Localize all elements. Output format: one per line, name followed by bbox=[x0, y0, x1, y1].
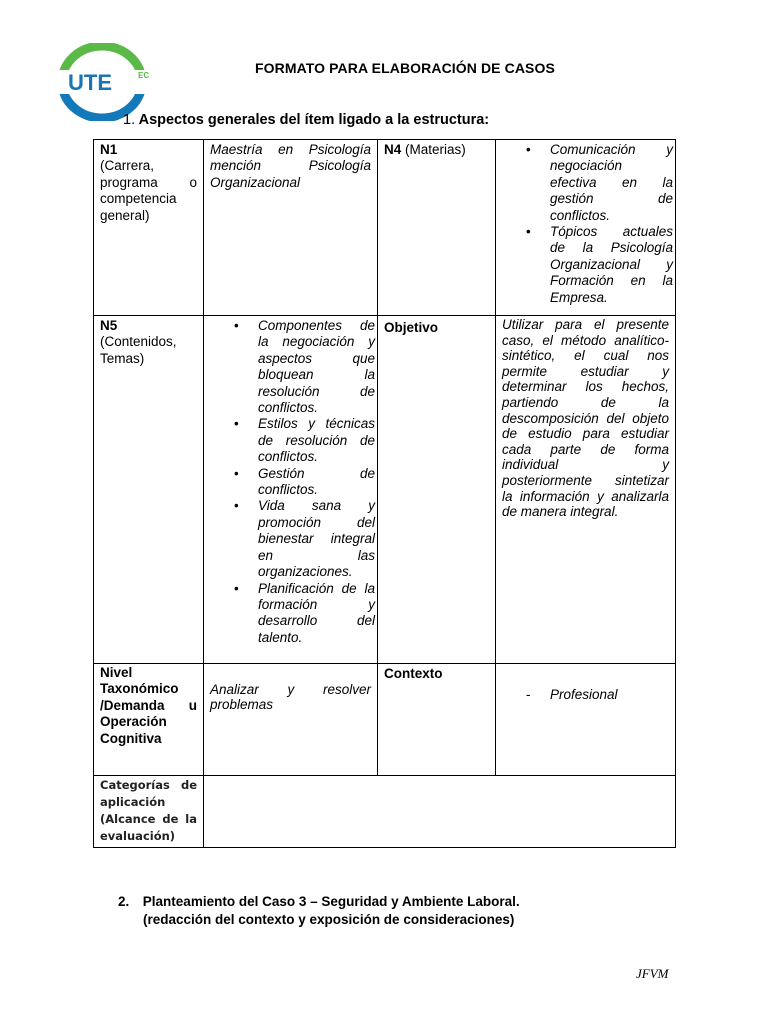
list-item: • Planificación de la formación y desarrollo del talento. bbox=[234, 580, 375, 645]
cell-categorias-value bbox=[204, 776, 676, 848]
cell-objective-value bbox=[496, 316, 676, 664]
n1-desc-line: programa o bbox=[100, 174, 197, 190]
n5-code: N5 bbox=[100, 318, 118, 333]
objective-line: sintético, el cual nos bbox=[502, 348, 669, 364]
list-item: • Gestión de conflictos. bbox=[234, 465, 375, 498]
n4-desc: (Materias) bbox=[405, 142, 466, 157]
cell-nivel-label: Nivel Taxonómico /Demanda u Operación Cognitiva bbox=[94, 664, 204, 776]
structure-table bbox=[93, 139, 676, 848]
ute-logo bbox=[54, 43, 150, 121]
cell-objective-label bbox=[378, 316, 496, 664]
table-row-categorias bbox=[94, 776, 676, 848]
section-1-heading bbox=[123, 112, 489, 128]
objective-line: individual y bbox=[502, 457, 669, 473]
nivel-value-line: Analizar y resolver bbox=[210, 682, 371, 697]
list-item: • Vida sana y promoción del bienestar integral en las organizaciones. bbox=[234, 498, 375, 580]
objective-line: caso, el método analítico- bbox=[502, 332, 669, 348]
logo-suffix: EC bbox=[138, 71, 150, 80]
objective-line: permite estudiar y bbox=[502, 363, 669, 379]
section-2-number: 2. bbox=[118, 894, 130, 909]
list-item: • Comunicación y negociación efectiva en la gestión de conflictos. bbox=[526, 142, 673, 223]
section-2-title: Planteamiento del Caso 3 – Seguridad y Ambiente Laboral. bbox=[142, 894, 520, 909]
objective-line: posteriormente sintetizar bbox=[502, 472, 669, 488]
n1-desc-line: (Carrera, bbox=[100, 158, 155, 174]
n1-value-line: mención Psicología bbox=[210, 158, 371, 174]
table-row-nivel bbox=[94, 664, 676, 776]
context-label: Contexto bbox=[384, 666, 443, 681]
n1-desc-line: general) bbox=[100, 207, 150, 223]
n5-desc-line: Temas) bbox=[100, 350, 145, 366]
cell-n5-value bbox=[204, 316, 378, 664]
table-row-n1 bbox=[94, 140, 676, 316]
n1-desc-line: competencia bbox=[100, 191, 177, 207]
n1-value-line: Organizacional bbox=[210, 174, 301, 190]
footer-initials: JFVM bbox=[636, 966, 669, 981]
n1-value-line: Maestría en Psicología bbox=[210, 142, 371, 157]
objective-line: de estudio para estudiar bbox=[502, 426, 669, 442]
cell-n1-value bbox=[204, 140, 378, 316]
n5-desc-line: (Contenidos, bbox=[100, 334, 177, 350]
cell-n5-label bbox=[94, 316, 204, 664]
objective-line: partiendo de la bbox=[502, 394, 669, 410]
objective-line: la información y analizarla bbox=[502, 488, 669, 504]
n4-code: N4 bbox=[384, 142, 402, 157]
section-2-subtitle: (redacción del contexto y exposición de consideraciones) bbox=[143, 912, 515, 927]
section-2-heading bbox=[118, 893, 578, 929]
objective-line: determinar los hechos, bbox=[502, 379, 669, 395]
objective-line: descomposición del objeto bbox=[502, 410, 669, 426]
list-item: • Estilos y técnicas de resolución de conflictos. bbox=[234, 416, 375, 465]
list-item: • Tópicos actuales de la Psicología Organizacional y Formación en la Empresa. bbox=[526, 224, 673, 305]
dash-bullet: - bbox=[526, 687, 531, 702]
n1-code: N1 bbox=[100, 142, 118, 157]
section-1-number: 1. bbox=[123, 112, 136, 128]
nivel-value-line: problemas bbox=[210, 697, 274, 712]
context-value: Profesional bbox=[550, 687, 618, 702]
cell-nivel-value bbox=[204, 664, 378, 776]
cell-n4-value bbox=[496, 140, 676, 316]
objective-line: de manera integral. bbox=[502, 504, 619, 520]
cell-n1-label bbox=[94, 140, 204, 316]
section-1-title: Aspectos generales del ítem ligado a la estructura: bbox=[138, 112, 490, 128]
document-title: FORMATO PARA ELABORACIÓN DE CASOS bbox=[255, 60, 555, 76]
cell-context-value bbox=[496, 664, 676, 776]
objective-line: Utilizar para el presente bbox=[502, 317, 669, 332]
cell-n4-label bbox=[378, 140, 496, 316]
cell-categorias-label: Categorías de aplicación (Alcance de la evaluación) bbox=[94, 776, 204, 848]
cell-context-label bbox=[378, 664, 496, 776]
list-item: • Componentes de la negociación y aspectos que bloquean la resolución de conflictos. bbox=[234, 318, 375, 416]
objective-line: cada parte de forma bbox=[502, 441, 669, 457]
objective-label: Objetivo bbox=[384, 320, 439, 335]
table-row-n5 bbox=[94, 316, 676, 664]
logo-text: UTE bbox=[68, 70, 112, 95]
